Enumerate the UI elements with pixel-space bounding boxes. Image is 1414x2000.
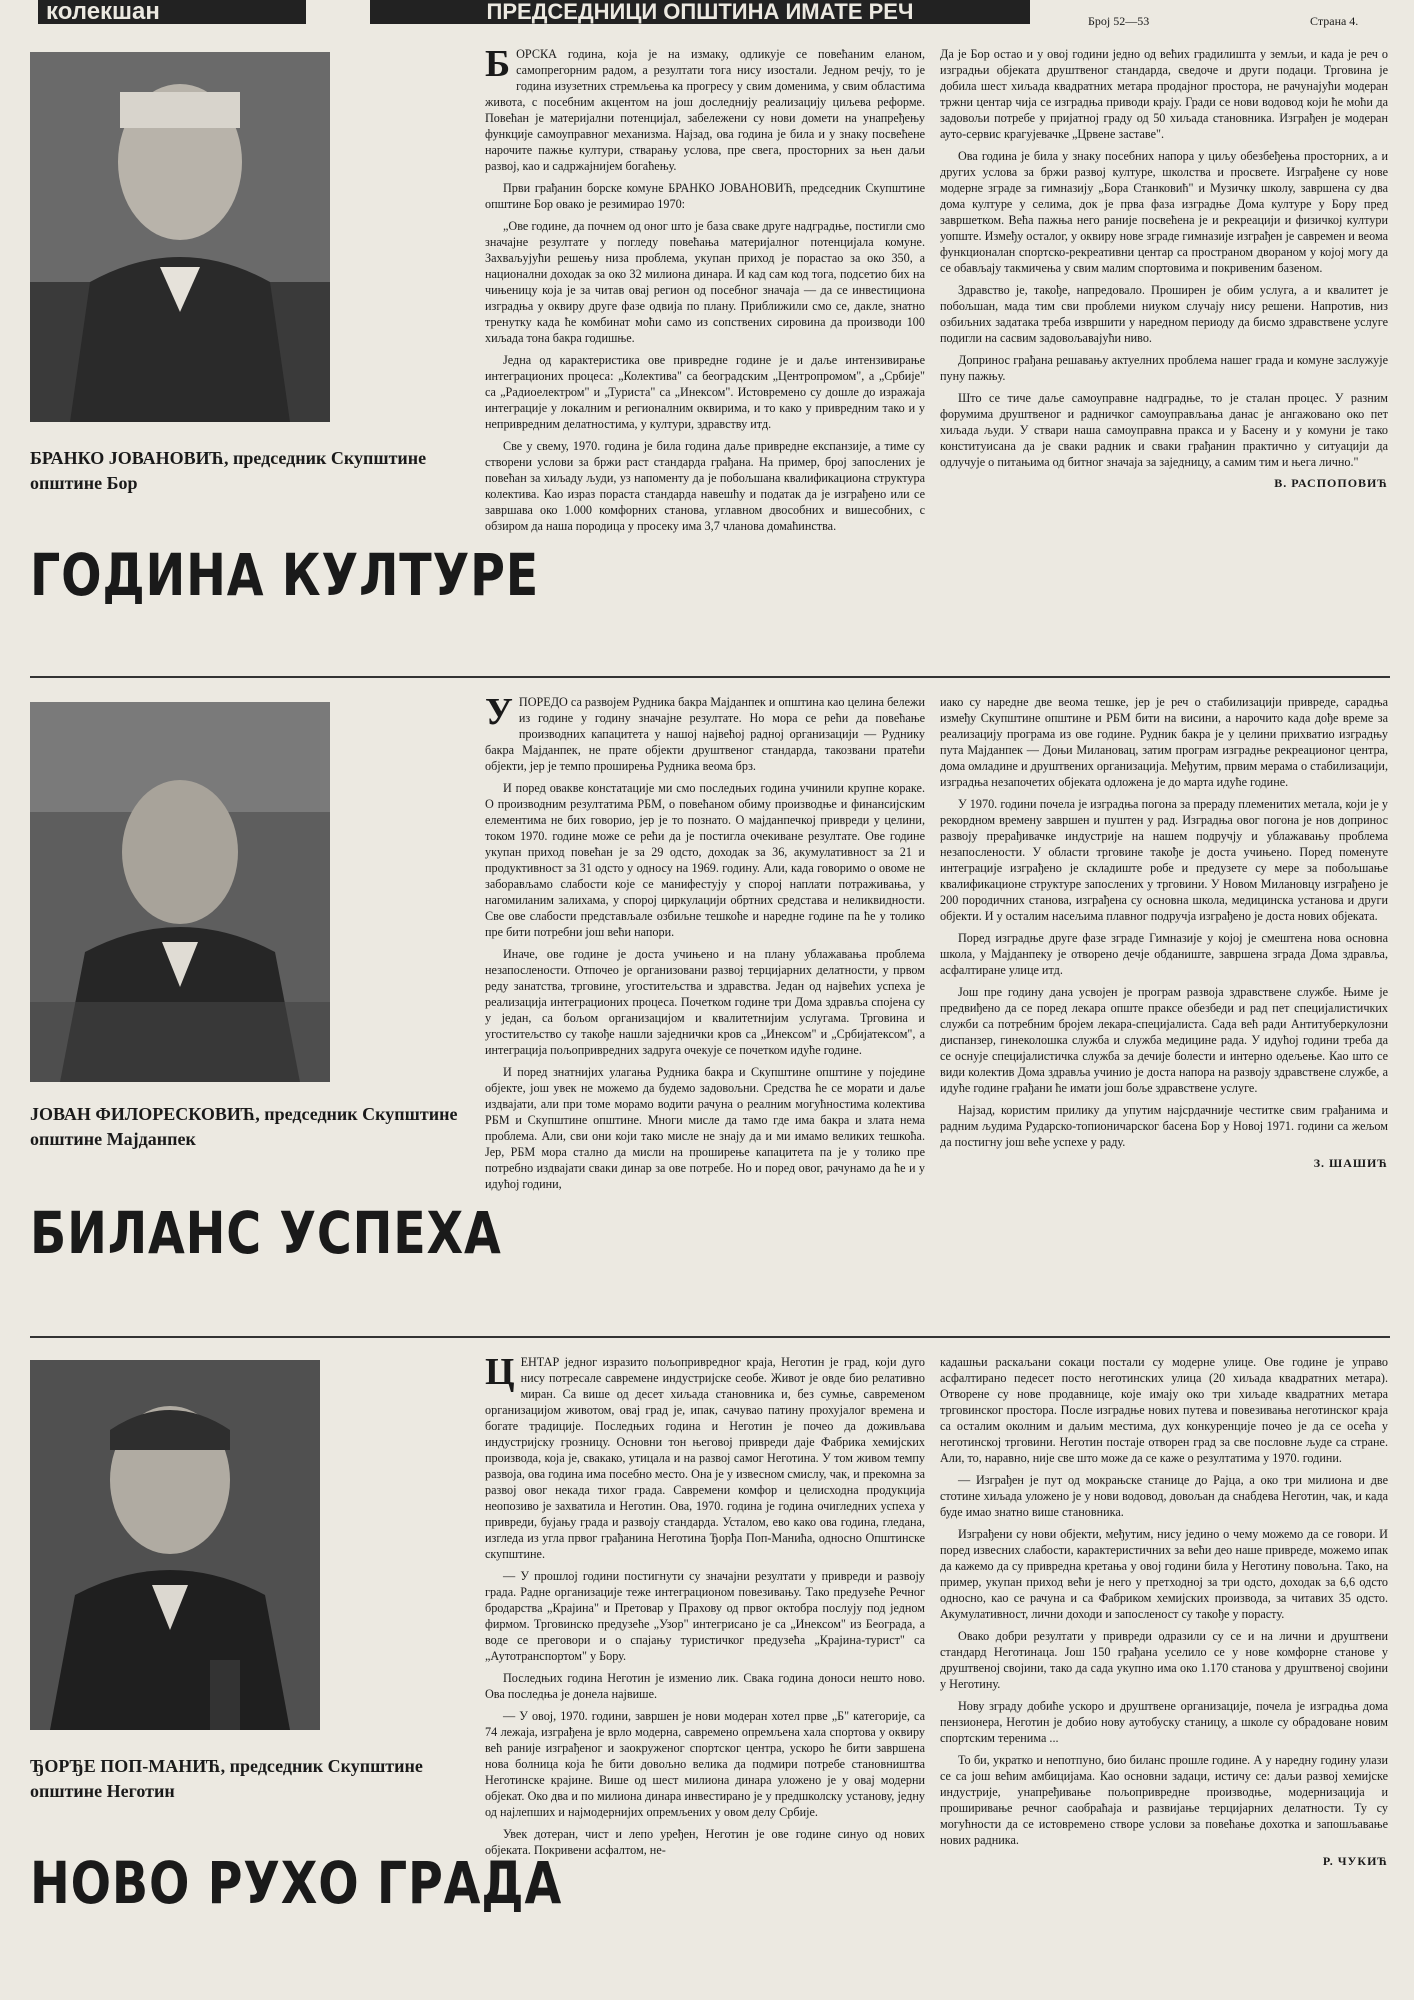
article-column [485,46,925,646]
section-divider [30,1336,1390,1338]
masthead [30,0,1390,28]
page-number: Страна 4. [1310,14,1359,28]
paragraph: То би, укратко и непотпуно, био биланс прошле године. А у наредну годину улази се са још већим амбицијама. Као основни задаци, истичу се: даљи развој хемијске индустрије, унапређивање пољопривредне производње, модернизација и проширивање речног саобраћаја и развијање терцијарних делатности. Ту су могућности да се истовремено створе услови за повећање дохотка и запошљавање нових радника. [940,1753,1388,1847]
paragraph: Најзад, користим прилику да упутим најсрдачније честитке свим грађанима и радним људима Рударско-топионичарског басена Бор у Новој 1971. години са жељом да постигну још веће успехе у раду. [940,1103,1388,1149]
drop-cap: У [485,694,513,733]
paragraph: Да је Бор остао и у овој години једно од већих градилишта у земљи, и када је реч о изградњи објеката друштвеног стандарда, сведоче и други подаци. Трговина је добила шест хиљада квадратних метара продајног простора, не рачунајући модеран тржни центар чија се изградња приводи крају. Гради се нови водовод који ће моћи да задовољи потребе у пријатној граду од 50 хиљада становника. Изграђен је модеран ауто-сервис крагујевачке „Црвене заставе". [940,47,1388,141]
paragraph: Још пре годину дана усвојен је програм развоја здравствене службе. Њиме је предвиђено да се поред лекара опште праксе обезбеди и рад пет специјалистичких служби са потребним бројем лекара-специјалиста. Сада већ ради Антитуберкулозни диспанзер, гинеколошка служба и служба медицине рада. У идућој години треба да се оснује специјалистичка служба за дечије болести и интерно одељење. Као што се види колектив Дома здравља учинио је доста напора на развоју здравствене службе, а идуће године грађани ће имати још боље здравствене услуге. [940,985,1388,1095]
article-bor [30,46,1390,676]
article-headline: БИЛАНС УСПЕХА [30,1199,502,1267]
paragraph-text: ОРСКА година, која је на измаку, одликује се повећаним еланом, самопрегорним радом, а резултати тога нису изостали. Једном речју, то је година изузетних стремљења ка прогресу у свим доменима, у свим областима живота, с посебним акцентом на још доследнију реализацију циљева реформе. Повећан је материјални потенцијал, забележени су нови домети на унапређењу функције самоуправног механизма. Најзад, ова година је била и у знаку посвећене нарочите пажње култури, стварању услова, пре свега, просторних за њен даљи развој, као и садржајнијем богаћењу. [485,47,925,173]
section-divider [30,676,1390,678]
paragraph: „Ове године, да почнем од оног што је база сваке друге надградње, постигли смо значајне резултате у погледу повећања материјалног потенцијала комуне. Захваљујући решењу низа проблема, укупан приход је порастао за око 350, а национални доходак за око 32 милиона динара. И кад сам код тога, подсетио бих на чињеницу која је за читав овај регион од посебног значаја — да се инвестициона изградња у оквиру друге фазе одвија по плану. Приближили смо се, дакле, знатно тренутку када ће комбинат моћи само из сопствених сировина да производи 100 хиљада тона бакра годишње. [485,219,925,345]
paragraph: И поред знатнијих улагања Рудника бакра и Скупштине општине у поједине објекте, још увек не можемо да будемо задовољни. Средства ће се морати и даље издвајати, али при томе морамо водити рачуна о реалним могућностима колектива РБМ и Скупштине општине. Многи мисле да тамо где има бакра и злата нема проблема. Али, сви они који тако мисле не знају да и ми имамо великих тешкоћа. Јер, РБМ мора стално да мисли на проширење капацитета па је у толико пре потребно издвајати сваки динар за ове потребе. Но и поред овог, рачунамо да ће и у идућој години, [485,1065,925,1191]
paragraph: Ова година је била у знаку посебних напора у циљу обезбеђења просторних, а и других услова за бржи развој културе, школства и просвете. Изграђене су нове модерне зграде за гимназију „Бора Станковић" и Музичку школу, завршена су два дома културе у селима, док је прва фаза изградње Дома културе у Бору пред завршетком. Већа пажња него раније посвећена је и рекреацији и физичкој култури уопште. Између осталог, у оквиру нове зграде гимназије изграђен је савремен и веома функционалан спортско-рекреативни центар са пространом двораном у којој могу да се обављају такмичења у свим малим спортовима и покривеним базеном. [940,149,1388,275]
paragraph-text: ПОРЕДО са развојем Рудника бакра Мајданпек и општина као целина бележи из године у годину значајне резултате. Но мора се рећи да повећање производних капацитета у нашој највећој радној организацији — Руднику бакра Мајданпек, не прате објекти друштвеног стандарда, такозвани пратећи објекти, јер је темпо проширења Рудника веома брз. [485,695,925,773]
paragraph: Допринос грађана решавању актуелних проблема нашег града и комуне заслужује пуну пажњу. [940,353,1388,383]
paragraph: Све у свему, 1970. година је била година даље привредне експанзије, а тиме су створени услови за бржи раст стандарда грађана. На пример, број запослених је повећан за хиљаду људи, уз напоменту да је побољшана квалификациона структура колектива. Као израз пораста стандарда навешћу и податак да је изграђено или се завршава око 1.000 комфорних станова, углавном двособних и вишесобних, с обзиром да наша породица у просеку има 3,7 чланова домаћинства. [485,439,925,533]
paragraph: Здравство је, такође, напредовало. Проширен је обим услуга, а и квалитет је побољшан, мада тим сви проблеми ниуком случају нису решени. Напротив, низ озбиљних задатака треба извршити у наредном периоду да бисмо здравствене услуге подигли на сасвим задовољавајући ниво. [940,283,1388,345]
paragraph: кадашњи раскаљани сокаци постали су модерне улице. Ове године је управо асфалтирано педесет посто неготинских улица (20 хиљада квадратних метара). Отворене су нове продавнице, које имају око три хиљаде квадратних метара трговинског простора. После изградње нових путева и повезивања неготинског краја са осталим околним и даљим местима, дух конкуренције почео је да се осећа у неготинској трговини. Неготин постаје отворен град за све пословне људе са стране. Али, то, наравно, није све што може да се каже о резултатима у 1970. години. [940,1355,1388,1465]
drop-cap: Ц [485,1354,515,1393]
article-majdanpek [30,694,1390,1334]
portrait-image [30,702,330,1082]
paragraph: Увек дотеран, чист и лепо уређен, Неготин је ове године синуо од нових објеката. Покривени асфалтом, не- [485,1827,925,1857]
paragraph: Једна од карактеристика ове привредне године је и даље интензивирање интеграционих процеса: „Колектива" са београдским „Центропромом", а „Србије" са „Радиоелектром" и „Туриста" са „Инексом". Истовремено су дошле до изражаја интеграције у локалним и регионалним оквирима, и то како у привредним тако и у непривредним делатностима, у култури, здравству итд. [485,353,925,431]
paragraph: — Изграђен је пут од мокрањске станице до Рајца, а око три милиона и две стотине хиљада уложено је у нови водовод, довољан да снабдева Неготин, чак, и када буде имао знатно више становника. [940,1473,1388,1519]
paragraph: Иначе, ове године је доста учињено и на плану ублажавања проблема незапослености. Отпочео је организовани развој терцијарних делатности, у првом реду занатства, трговине, угоститељства и здравства. Један од највећих успеха је реализација интеграционих процеса. Почетком године три Дома здравља спојена су у један, са бољом организацијом и квалитетнијим услугама. Трговина и угоститељство су такође нашли заједнички кров са „Инексом" и „Србијатексом", а интеграција пољопривредних задруга очекује се почетком идуће године. [485,947,925,1057]
issue-number: Број 52—53 [1088,14,1150,28]
drop-cap: Б [485,46,511,85]
portrait-photo [30,702,330,1082]
article-negotin [30,1354,1390,1994]
paragraph: И поред овакве констатације ми смо последњих година учинили крупне кораке. О производним резултатима РБМ, о повећаном обиму производње и финансијским елементима не бих говорио, јер је то познато. О мајданпечкој привреди у целини, током 1970. године може се рећи да је постигла очекиване резултате. Ове године укупан приход повећан је за 29 одсто, доходак за 36, акумулативност за 21 и продуктивност за 31 одсто у односу на 1969. годину. Али, када говоримо о овоме не заборављамо слабости које се манифестују у спорој наплати потраживања, у нагомиланим залихама, у спорој циркулацији обртних средстава и неликвидности. Све ове слабости представљале озбиљне тешкоће и наредне године па ће у толико пре бити потребни још већи напори. [485,781,925,939]
paragraph [485,694,925,774]
article-column [940,694,1388,1319]
paragraph: — У овој, 1970. години, завршен је нови модеран хотел прве „Б" категорије, са 74 лежаја, изграђена је врло модерна, савремено опремљена хала спортова у оквиру већ раније изграђеног и заокруженог спортског центра, ускоро ће бити завршена нова болница која ће бити довољно велика да подмири потребе становништва Неготинске крајине. Више од шест милиона динара уложено је у овај модерни објекат. Око два и по милиона динара инвестирано је у предшколску установу, једну од најлепших и најмодернијих опремљених у овом делу Србије. [485,1709,925,1819]
article-caption: ЈОВАН ФИЛОРЕСКОВИЋ, председник Скупштине општине Мајданпек [30,1104,458,1149]
article-caption: БРАНКО ЈОВАНОВИЋ, председник Скупштине општине Бор [30,448,427,493]
author-signature: Р. ЧУКИЋ [1322,1854,1388,1868]
paragraph: У 1970. години почела је изградња погона за прераду племенитих метала, који је у рекордном времену завршен и пуштен у рад. Изградња овог погона је нов допринос развоју прерађивачке индустрије на нашем подручју и ублажавању проблема незапослености. У области трговине такође је доста учињено. Поред поменуте интеграције изграђено је складиште робе и предузете су мере за побољшање квалификационе структуре запослених у трговини. У Новом Милановцу изграђено је 200 породичних станова, изграђена су основна школа, медицинска установа и други објекти. И у осталим насељима плавног подручја изграђено је доста нових објеката. [940,797,1388,923]
paragraph: Нову зграду добиће ускоро и друштвене организације, почела је изградња дома пензионера, Неготин је добио нову аутобуску станицу, а школе су обрадоване новим спортским теренима ... [940,1699,1388,1745]
portrait-photo [30,52,330,422]
paragraph: Што се тиче даље самоуправне надградње, то је сталан процес. У разним форумима друштвеног и радничког самоуправљања данас је ангажовано око пет хиљада људи. У ствари наша самоуправна пракса и у Басену и у комуни је тако конституисана да је сваки радник и сваки грађанин практично у ситуацији да одлучује о питањима од битног значаја за заједницу, а самим тим и њега лично." [940,391,1388,469]
paragraph-text: ЕНТАР једног изразито пољопривредног краја, Неготин је град, који дуго нису потресале савремене индустријске сеобе. Живот је овде био релативно миран. Са више од десет хиљада становника и, без сумње, савременом организацијом животом, овај град је, ипак, сачувао патину прохујалог времена и богате традиције. Последњих година и Неготин је почео да доживљава индустријску грозницу. Основни тон његовој привреди даје Фабрика хемијских производа, која је, свакако, утицала и на развој самог Неготина. У том живом темпу развоја, ова година има посебно место. Она је у извесном смислу, чак, и прекомна за развој овог некада тихог града. Савремени комфор и целисходна продукција неопозиво је захватила и Неготин. Ова, 1970. година је година очигледних успеха у привреди, бујању града и развоју стандарда. Усталом, ево како ова година, гледана, изгледа из угла првог грађанина Неготина Ђорђа Поп-Манића, односно Општинске скупштине. [485,1355,925,1561]
paragraph: Овако добри резултати у привреди одразили су се и на лични и друштвени стандард Неготинаца. Још 150 грађана уселило се у нове комфорне станове у друштвеној својини, тако да сада укупно има око 1.170 станова у друштвеној својини у Неготину. [940,1629,1388,1691]
portrait-image [30,52,330,422]
article-headline: НОВО РУХО ГРАДА [30,1849,563,1917]
article-column [940,46,1388,671]
paragraph: Први грађанин борске комуне БРАНКО ЈОВАНОВИЋ, председник Скупштине општине Бор овако је резимирао 1970: [485,181,925,211]
article-column [485,694,925,1319]
author-signature: В. РАСПОПОВИЋ [1274,476,1388,490]
portrait-photo [30,1360,320,1730]
masthead-column-name: колекшан [38,0,306,24]
masthead-title: ПРЕДСЕДНИЦИ ОПШТИНА ИМАТЕ РЕЧ [370,0,1030,24]
article-column [940,1354,1388,1989]
paragraph: Поред изградње друге фазе зграде Гимназије у којој је смештена нова основна школа, у Мајданпеку је отворено дечје обданиште, завршена зграда Дома здравља, асфалтиране улице итд. [940,931,1388,977]
article-headline: ГОДИНА КУЛТУРЕ [30,541,540,609]
paragraph: — У прошлој години постигнути су значајни резултати у привреди и развоју града. Радне организације теже интеграционом повезивању. Тако предузеће Речног бродарства „Крајина" и Претовар у Прахову од првог октобра послују под једном фирмом. Трговинско предузеће „Узор" интегрисано је са „Инексом" из Београда, а воде се преговори и о спајању туристичког предузећа „Крајина-турист" са „Аутотранспортом" у Бору. [485,1569,925,1663]
paragraph [485,46,925,174]
paragraph: Последњих година Неготин је изменио лик. Свака година доноси нешто ново. Ова последња је донела највише. [485,1671,925,1701]
paragraph: иако су наредне две веома тешке, јер је реч о стабилизацији привреде, сарадња између Скупштине општине и РБМ бити на висини, а нарочито када дође време за реализацију програма из ове године. Рудник бакра је у целини прихватио изградњу пута Мајданпек — Доњи Милановац, затим програм изградње рекреационог центра, дома омладине и друштвених организација. Међутим, првим мерама о стабилизацији, изградња незапочетих објеката одложена је до марта идуће године. [940,695,1388,789]
author-signature: З. ШАШИЋ [1313,1156,1388,1170]
paragraph [485,1354,925,1562]
portrait-image [30,1360,320,1730]
article-caption: ЂОРЂЕ ПОП-МАНИЋ, председник Скупштине општине Неготин [30,1756,423,1801]
paragraph: Изграђени су нови објекти, међутим, нису једино о чему можемо да се говори. И поред извесних слабости, карактеристичних за већи део наше привреде, можемо ипак да кажемо да су привредна кретања у овој години била у Неготину повољна. Тако, на пример, укупан приход већи је него у претходној за три одсто, доходак за 6,6 одсто односно, као се рачуна и са Фабриком хемијских производа, за читавих 35 одсто. Акумулативност, лични доходи и запосленост су такође у порасту. [940,1527,1388,1621]
article-column [485,1354,925,1989]
